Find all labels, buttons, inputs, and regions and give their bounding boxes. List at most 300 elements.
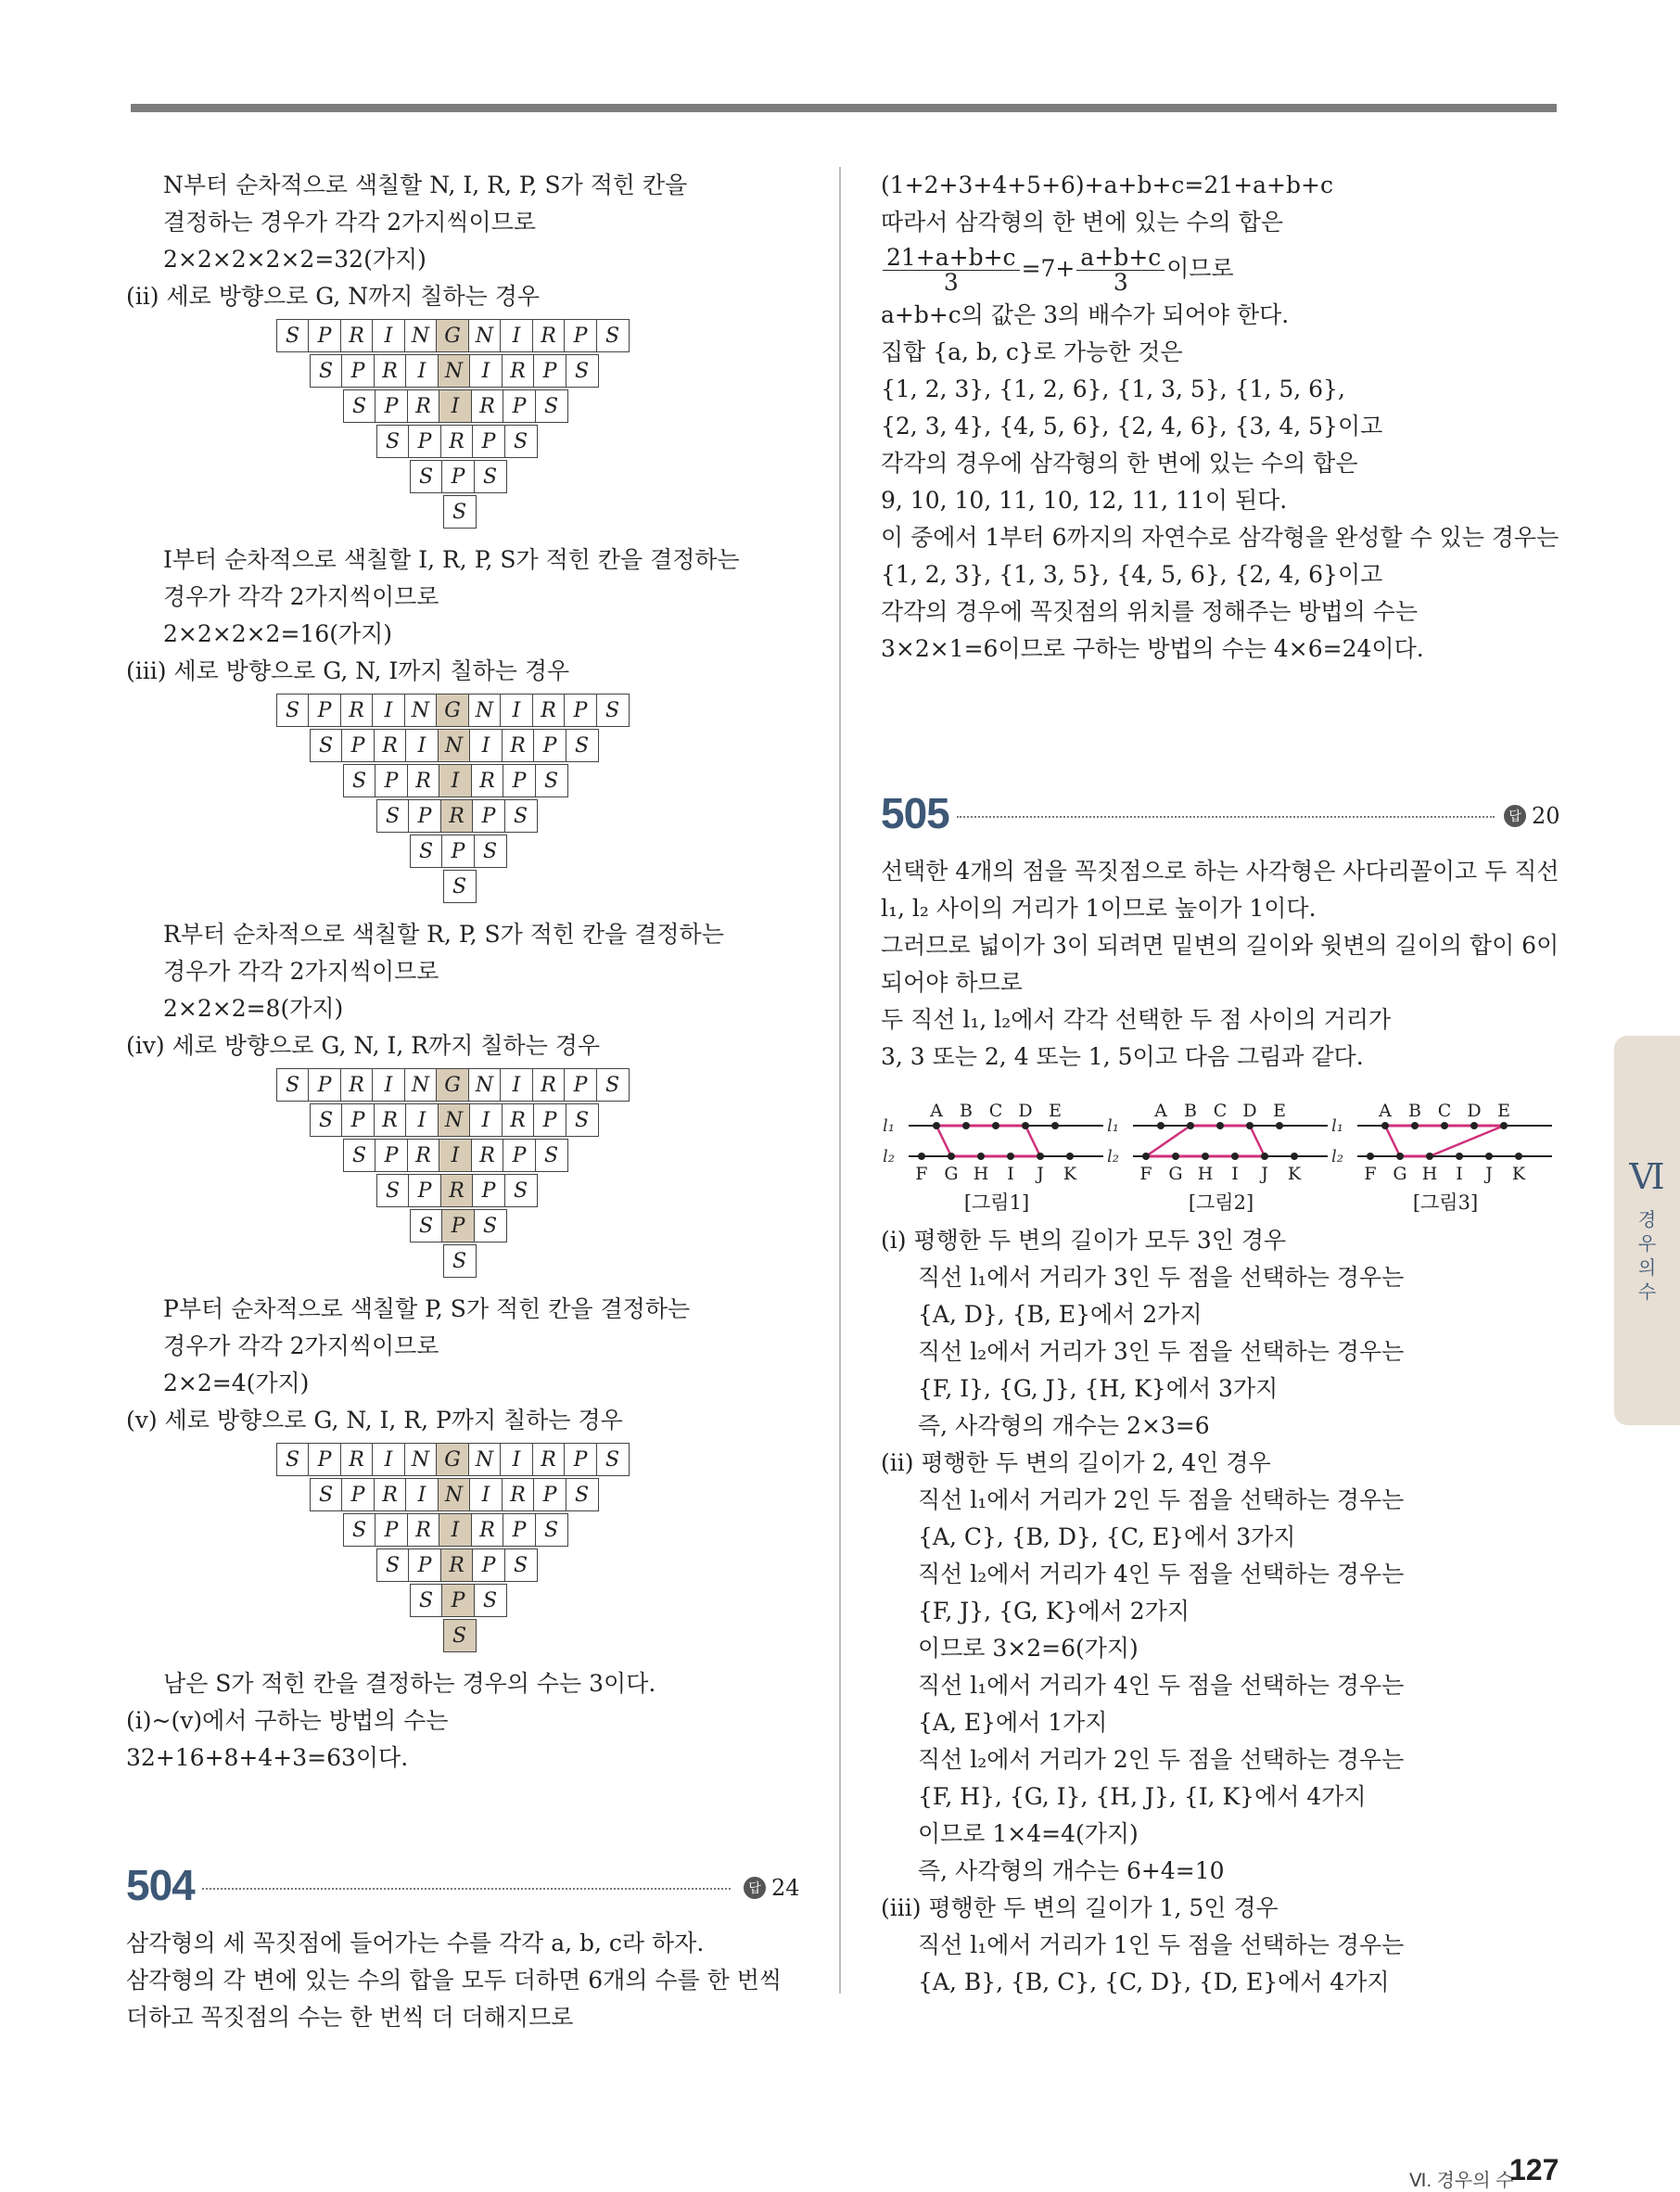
figure-3 <box>1331 1101 1552 1214</box>
letter-cell: S <box>276 694 310 727</box>
letter-cell: S <box>474 835 507 868</box>
letter-cell: S <box>410 460 443 493</box>
footer-label: Ⅵ. 경우의 수 <box>1409 2171 1514 2191</box>
triangle-row <box>377 1548 538 1582</box>
letter-cell: R <box>407 764 440 797</box>
letter-cell: S <box>443 870 477 903</box>
letter-cell: P <box>408 1548 441 1582</box>
line-label-l1: l₁ <box>1107 1116 1119 1136</box>
letter-cell: P <box>308 319 341 352</box>
point <box>1470 1122 1478 1129</box>
letter-cell: P <box>564 694 597 727</box>
point <box>992 1122 999 1129</box>
letter-cell: S <box>343 1513 376 1547</box>
point <box>918 1153 925 1160</box>
case-text: 경우가 각각 2가지씩이므로 <box>163 583 439 610</box>
text-line: {1, 2, 3}, {1, 3, 5}, {4, 5, 6}, {2, 4, 6}이고 <box>881 561 1383 588</box>
triangle-row <box>444 870 477 903</box>
letter-cell: P <box>472 1548 505 1582</box>
letter-cell: S <box>276 1068 310 1102</box>
triangle-row <box>411 460 507 493</box>
dotted-leader <box>957 816 1495 818</box>
chapter-tab[interactable] <box>1614 1036 1680 1425</box>
letter-cell: P <box>341 729 375 762</box>
intro-line: 2×2×2×2×2=32(가지) <box>163 246 426 273</box>
p504-line: 삼각형의 세 꼭짓점에 들어가는 수를 각각 a, b, c라 하자. <box>126 1930 705 1956</box>
fraction: $\frac{a+b+c}{3}$ <box>1076 246 1165 295</box>
letter-cell: S <box>535 1139 568 1172</box>
text-line: 따라서 삼각형의 한 변에 있는 수의 합은 <box>881 209 1284 236</box>
letter-cell: I <box>500 1443 533 1476</box>
case-text: 2×2×2=8(가지) <box>163 995 344 1022</box>
point-label: G <box>944 1164 959 1184</box>
triangle-row <box>344 389 568 423</box>
point-label: I <box>1231 1164 1239 1184</box>
letter-cell: S <box>443 1244 477 1278</box>
point <box>933 1122 940 1129</box>
letter-cell: S <box>474 1209 507 1243</box>
letter-cell: R <box>340 694 374 727</box>
letter-cell: R <box>340 1443 374 1476</box>
problem-number: 505 <box>881 789 949 837</box>
letter-cell: P <box>408 1174 441 1207</box>
chapter-roman: Ⅵ <box>1629 1156 1665 1197</box>
letter-cell: S <box>376 1174 410 1207</box>
point <box>1051 1122 1059 1129</box>
case-heading: (ii) 세로 방향으로 G, N까지 칠하는 경우 <box>126 283 541 310</box>
point <box>962 1122 970 1129</box>
point-label: A <box>930 1101 943 1121</box>
point-label: B <box>960 1101 973 1121</box>
text-line: 되어야 하므로 <box>881 969 1023 996</box>
letter-cell: I <box>500 319 533 352</box>
point-label: F <box>1139 1164 1152 1184</box>
letter-cell: P <box>533 1103 566 1137</box>
dotted-leader <box>202 1888 731 1890</box>
text-line: 직선 l₂에서 거리가 4인 두 점을 선택하는 경우는 <box>918 1561 1405 1587</box>
letter-cell: P <box>533 729 566 762</box>
letter-cell: S <box>410 1209 443 1243</box>
point <box>1515 1153 1522 1160</box>
conclusion-line: (i)~(v)에서 구하는 방법의 수는 <box>126 1707 449 1734</box>
point-label: K <box>1063 1164 1077 1184</box>
segment-side <box>1250 1126 1265 1156</box>
letter-cell: S <box>276 1443 310 1476</box>
letter-triangle <box>126 694 794 909</box>
triangle-row <box>277 1068 630 1102</box>
letter-cell: R <box>440 1548 474 1582</box>
letter-triangle <box>126 1443 794 1658</box>
letter-cell: R <box>471 389 504 423</box>
letter-cell: N <box>468 1443 502 1476</box>
point-label: A <box>1379 1101 1392 1121</box>
text-line: 3×2×1=6이므로 구하는 방법의 수는 4×6=24이다. <box>881 635 1424 662</box>
letter-cell: S <box>376 1548 410 1582</box>
letter-cell: R <box>374 729 407 762</box>
right-column <box>881 167 1558 2001</box>
letter-cell: R <box>374 1103 407 1137</box>
figure-caption: [그림1] <box>963 1192 1030 1214</box>
left-column <box>126 167 800 2036</box>
letter-cell: I <box>405 1478 439 1511</box>
top-rule <box>131 104 1557 112</box>
point-label: J <box>1261 1164 1268 1184</box>
letter-cell: S <box>504 425 538 458</box>
text-line: {A, D}, {B, E}에서 2가지 <box>918 1301 1203 1328</box>
triangle-row <box>311 729 599 762</box>
text-line: 직선 l₁에서 거리가 3인 두 점을 선택하는 경우는 <box>918 1264 1405 1291</box>
letter-cell: G <box>436 1068 469 1102</box>
text-line: l₁, l₂ 사이의 거리가 1이므로 높이가 1이다. <box>881 895 1317 922</box>
point <box>1187 1122 1194 1129</box>
letter-cell: S <box>596 1068 630 1102</box>
point-label: B <box>1408 1101 1421 1121</box>
letter-cell: P <box>533 354 566 388</box>
letter-cell: S <box>410 1584 443 1617</box>
letter-cell: P <box>472 425 505 458</box>
letter-cell: I <box>372 694 405 727</box>
letter-cell: S <box>443 495 477 529</box>
text-line: 직선 l₁에서 거리가 4인 두 점을 선택하는 경우는 <box>918 1672 1405 1699</box>
triangle-row <box>344 1513 568 1547</box>
segment-side <box>1146 1126 1190 1156</box>
chapter-title-char: 수 <box>1637 1281 1657 1303</box>
line-label-l2: l₂ <box>1331 1147 1343 1166</box>
case-text: I부터 순차적으로 색칠할 I, R, P, S가 적힌 칸을 결정하는 <box>163 546 740 573</box>
letter-cell: R <box>340 1068 374 1102</box>
point-label: G <box>1393 1164 1407 1184</box>
problem-505-header <box>881 788 1558 844</box>
text-line: {A, C}, {B, D}, {C, E}에서 3가지 <box>918 1523 1296 1550</box>
point <box>1231 1153 1239 1160</box>
letter-cell: S <box>343 389 376 423</box>
text-line: a+b+c의 값은 3의 배수가 되어야 한다. <box>881 301 1290 328</box>
triangle-row <box>344 1139 568 1172</box>
p505-lines <box>881 853 1558 1076</box>
intro-line: 결정하는 경우가 각각 2가지씩이므로 <box>163 209 536 236</box>
triangle-row <box>377 799 538 833</box>
letter-cell: I <box>439 764 472 797</box>
letter-cell: S <box>474 1584 507 1617</box>
figures <box>881 1079 1558 1218</box>
case-text: 2×2×2×2=16(가지) <box>163 620 393 647</box>
letter-cell: S <box>566 354 599 388</box>
point-label: H <box>973 1164 989 1184</box>
text-line: 각각의 경우에 삼각형의 한 변에 있는 수의 합은 <box>881 450 1358 477</box>
point <box>948 1153 955 1160</box>
letter-cell: P <box>341 1478 375 1511</box>
letter-cell: P <box>503 1513 536 1547</box>
triangle-row <box>411 1584 507 1617</box>
point <box>977 1153 985 1160</box>
case-text: R부터 순차적으로 색칠할 R, P, S가 적힌 칸을 결정하는 <box>163 921 724 948</box>
case-text: 경우가 각각 2가지씩이므로 <box>163 958 439 985</box>
text-line: 직선 l₁에서 거리가 2인 두 점을 선택하는 경우는 <box>918 1486 1405 1513</box>
case-text: 경우가 각각 2가지씩이므로 <box>163 1332 439 1359</box>
letter-cell: R <box>502 354 535 388</box>
letter-cell: R <box>532 319 566 352</box>
point-label: I <box>1456 1164 1463 1184</box>
letter-cell: N <box>438 729 471 762</box>
point-label: D <box>1467 1101 1482 1121</box>
point-label: H <box>1197 1164 1214 1184</box>
letter-cell: S <box>504 799 538 833</box>
letter-cell: I <box>439 1513 472 1547</box>
letter-cell: S <box>504 1548 538 1582</box>
point <box>1411 1122 1419 1129</box>
point-label: E <box>1497 1101 1510 1121</box>
letter-cell: S <box>343 764 376 797</box>
point <box>1426 1153 1433 1160</box>
letter-cell: S <box>443 1619 477 1652</box>
letter-cell: S <box>276 319 310 352</box>
letter-cell: S <box>535 389 568 423</box>
letter-cell: I <box>469 354 503 388</box>
letter-cell: S <box>566 729 599 762</box>
letter-cell: R <box>440 799 474 833</box>
point <box>1291 1153 1298 1160</box>
point-label: C <box>1437 1101 1452 1121</box>
point <box>1500 1122 1508 1129</box>
text-line: 직선 l₁에서 거리가 1인 두 점을 선택하는 경우는 <box>918 1931 1405 1958</box>
letter-cell: P <box>308 1068 341 1102</box>
triangle-row <box>277 694 630 727</box>
triangle-row <box>344 764 568 797</box>
segment-side <box>1025 1126 1040 1156</box>
text-line: {1, 2, 3}, {1, 2, 6}, {1, 3, 5}, {1, 5, 6}, <box>881 376 1345 402</box>
text-line: {F, I}, {G, J}, {H, K}에서 3가지 <box>918 1375 1279 1402</box>
letter-cell: N <box>438 1103 471 1137</box>
text-line: 이 중에서 1부터 6까지의 자연수로 삼각형을 완성할 수 있는 경우는 <box>881 524 1559 551</box>
chapter-title-char: 경 <box>1637 1208 1657 1230</box>
text-line: {A, E}에서 1가지 <box>918 1709 1108 1736</box>
chapter-title-char: 우 <box>1637 1232 1657 1255</box>
chapter-title-char: 의 <box>1637 1256 1657 1279</box>
point-label: F <box>915 1164 928 1184</box>
letter-cell: P <box>503 1139 536 1172</box>
line-label-l2: l₂ <box>883 1147 895 1166</box>
point-label: E <box>1049 1101 1062 1121</box>
letter-cell: S <box>410 835 443 868</box>
point-label: A <box>1154 1101 1167 1121</box>
point <box>1007 1153 1014 1160</box>
point <box>1396 1153 1404 1160</box>
text-line: (i) 평행한 두 변의 길이가 모두 3인 경우 <box>881 1227 1287 1254</box>
letter-cell: P <box>503 389 536 423</box>
line-label-l2: l₂ <box>1107 1147 1119 1166</box>
letter-cell: I <box>439 389 472 423</box>
case-heading: (iv) 세로 방향으로 G, N, I, R까지 칠하는 경우 <box>126 1032 601 1059</box>
point <box>1216 1122 1224 1129</box>
text-line: (iii) 평행한 두 변의 길이가 1, 5인 경우 <box>881 1894 1279 1921</box>
text-line: 그러므로 넓이가 3이 되려면 밑변의 길이와 윗변의 길이의 합이 6이 <box>881 932 1559 959</box>
text-line: 즉, 사각형의 개수는 6+4=10 <box>918 1857 1225 1884</box>
point <box>1157 1122 1165 1129</box>
letter-cell: I <box>405 354 439 388</box>
letter-cell: P <box>441 460 475 493</box>
letter-cell: R <box>471 764 504 797</box>
point-label: I <box>1007 1164 1014 1184</box>
letter-cell: G <box>436 694 469 727</box>
case-text: 2×2=4(가지) <box>163 1370 310 1396</box>
letter-triangle <box>126 1068 794 1283</box>
letter-cell: S <box>535 764 568 797</box>
letter-cell: I <box>469 1103 503 1137</box>
text-line: 이므로 1×4=4(가지) <box>918 1820 1139 1847</box>
figure-caption: [그림3] <box>1412 1192 1479 1214</box>
letter-cell: I <box>372 319 405 352</box>
triangle-row <box>311 354 599 388</box>
triangle-row <box>377 1174 538 1207</box>
chapter-title <box>1614 1207 1680 1304</box>
letter-cell: S <box>566 1478 599 1511</box>
answer-value: 20 <box>1532 803 1560 829</box>
point <box>1142 1153 1150 1160</box>
letter-cell: S <box>310 1478 343 1511</box>
letter-cell: R <box>471 1513 504 1547</box>
letter-cell: N <box>438 1478 471 1511</box>
case-text: 남은 S가 적힌 칸을 결정하는 경우의 수는 3이다. <box>163 1670 656 1697</box>
text-line: 즉, 사각형의 개수는 2×3=6 <box>918 1412 1210 1439</box>
letter-cell: P <box>564 319 597 352</box>
segment-side <box>1385 1126 1400 1156</box>
letter-cell: N <box>404 1443 438 1476</box>
problem-504-header <box>126 1860 800 1916</box>
letter-cell: P <box>408 425 441 458</box>
letter-cell: R <box>407 1513 440 1547</box>
point <box>1261 1153 1268 1160</box>
p504-line: 삼각형의 각 변에 있는 수의 합을 모두 더하면 6개의 수를 한 번씩 <box>126 1967 783 1994</box>
letter-triangle <box>126 319 794 534</box>
point <box>1485 1153 1493 1160</box>
answer-icon: 답 <box>1504 805 1526 827</box>
figure-caption: [그림2] <box>1188 1192 1254 1214</box>
triangle-row <box>444 1619 477 1652</box>
fraction-line: $\frac{21+a+b+c}{3}$ =7+ $\frac{a+b+c}{3}$ 이므로 <box>881 241 1558 297</box>
triangle-row <box>411 1209 507 1243</box>
point <box>1022 1122 1029 1129</box>
text-line: (1+2+3+4+5+6)+a+b+c=21+a+b+c <box>881 172 1333 198</box>
triangle-row <box>444 1244 477 1278</box>
letter-cell: R <box>407 1139 440 1172</box>
trapezoid-figures <box>881 1079 1558 1218</box>
letter-cell: I <box>500 1068 533 1102</box>
line-label-l1: l₁ <box>883 1116 895 1136</box>
letter-cell: S <box>596 1443 630 1476</box>
point <box>1276 1122 1283 1129</box>
letter-cell: I <box>372 1443 405 1476</box>
point-label: B <box>1184 1101 1197 1121</box>
text-line: 3, 3 또는 2, 4 또는 1, 5이고 다음 그림과 같다. <box>881 1043 1364 1070</box>
point-label: C <box>988 1101 1003 1121</box>
letter-cell: I <box>372 1068 405 1102</box>
triangle-row <box>444 495 477 529</box>
letter-cell: G <box>436 1443 469 1476</box>
letter-cell: S <box>566 1103 599 1137</box>
point-label: H <box>1421 1164 1438 1184</box>
p504-line: 더하고 꼭짓점의 수는 한 번씩 더 더해지므로 <box>126 2004 574 2031</box>
letter-cell: S <box>596 694 630 727</box>
point <box>1202 1153 1209 1160</box>
letter-cell: P <box>375 1139 408 1172</box>
letter-cell: R <box>532 1068 566 1102</box>
triangle-row <box>311 1478 599 1511</box>
letter-cell: N <box>438 354 471 388</box>
letter-cell: R <box>340 319 374 352</box>
letter-cell: P <box>341 354 375 388</box>
point-label: D <box>1242 1101 1257 1121</box>
line-label-l1: l₁ <box>1331 1116 1343 1136</box>
answer-badge <box>1504 803 1560 829</box>
figure-1 <box>883 1101 1103 1214</box>
point-label: K <box>1287 1164 1302 1184</box>
letter-cell: P <box>308 694 341 727</box>
point <box>1172 1153 1179 1160</box>
intro-line: N부터 순차적으로 색칠할 N, I, R, P, S가 적힌 칸을 <box>163 172 688 198</box>
letter-cell: R <box>440 425 474 458</box>
letter-cell: P <box>408 799 441 833</box>
point-label: D <box>1018 1101 1033 1121</box>
segment-side <box>1430 1126 1504 1156</box>
letter-cell: P <box>533 1478 566 1511</box>
letter-cell: S <box>376 425 410 458</box>
letter-cell: R <box>502 729 535 762</box>
text-line: 직선 l₂에서 거리가 2인 두 점을 선택하는 경우는 <box>918 1746 1405 1773</box>
point <box>1367 1153 1374 1160</box>
point-label: G <box>1168 1164 1183 1184</box>
point-label: F <box>1364 1164 1377 1184</box>
text-line: 직선 l₂에서 거리가 3인 두 점을 선택하는 경우는 <box>918 1338 1405 1365</box>
point <box>1066 1153 1074 1160</box>
case-text: P부터 순차적으로 색칠할 P, S가 적힌 칸을 결정하는 <box>163 1295 691 1322</box>
answer-value: 24 <box>771 1875 800 1901</box>
case-heading: (iii) 세로 방향으로 G, N, I까지 칠하는 경우 <box>126 657 570 684</box>
letter-cell: I <box>439 1139 472 1172</box>
letter-cell: I <box>469 1478 503 1511</box>
letter-cell: P <box>375 764 408 797</box>
answer-icon: 답 <box>744 1877 766 1899</box>
segment-side <box>936 1126 951 1156</box>
letter-cell: R <box>471 1139 504 1172</box>
letter-cell: R <box>374 354 407 388</box>
text-line: {2, 3, 4}, {4, 5, 6}, {2, 4, 6}, {3, 4, 5}이고 <box>881 413 1383 440</box>
letter-cell: S <box>343 1139 376 1172</box>
text-line: 이므로 3×2=6(가지) <box>918 1635 1139 1662</box>
text-line: {F, J}, {G, K}에서 2가지 <box>918 1598 1190 1625</box>
letter-cell: P <box>375 389 408 423</box>
letter-cell: P <box>308 1443 341 1476</box>
point-label: E <box>1273 1101 1286 1121</box>
letter-cell: P <box>564 1068 597 1102</box>
letter-cell: S <box>310 1103 343 1137</box>
mid-lines <box>881 297 1558 668</box>
letter-cell: G <box>436 319 469 352</box>
letter-cell: I <box>405 1103 439 1137</box>
letter-cell: P <box>503 764 536 797</box>
point-label: K <box>1511 1164 1526 1184</box>
point <box>1456 1153 1463 1160</box>
letter-cell: N <box>404 1068 438 1102</box>
letter-cell: I <box>469 729 503 762</box>
letter-cell: N <box>404 319 438 352</box>
letter-cell: P <box>341 1103 375 1137</box>
figure-2 <box>1107 1101 1328 1214</box>
letter-cell: P <box>441 1584 475 1617</box>
point <box>1381 1122 1389 1129</box>
letter-cell: R <box>407 389 440 423</box>
point-label: J <box>1485 1164 1493 1184</box>
text-line: 집합 {a, b, c}로 가능한 것은 <box>881 338 1183 365</box>
